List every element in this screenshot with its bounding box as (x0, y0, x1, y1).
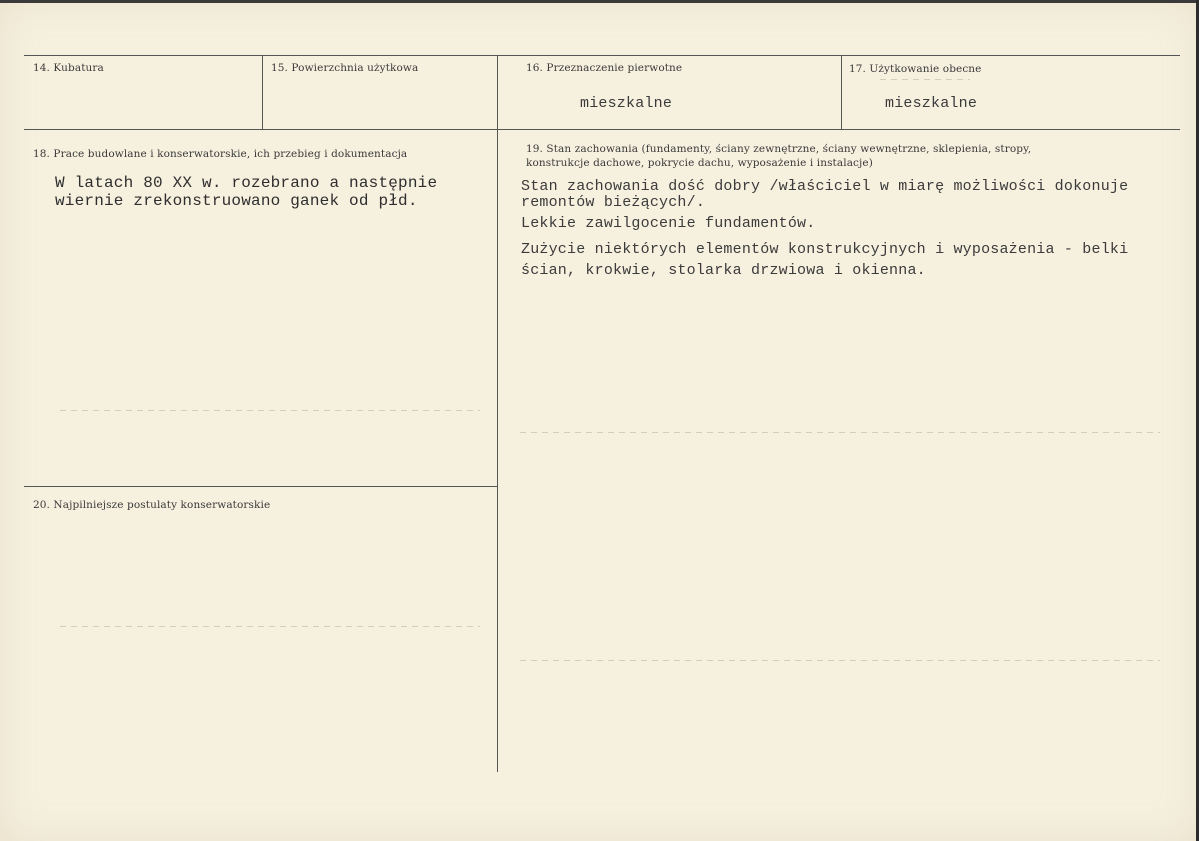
scan-top-edge (0, 0, 1199, 3)
col-divider-14-15 (262, 56, 263, 129)
field-18-label: 18. Prace budowlane i konserwatorskie, ich przebieg i dokumentacja (33, 148, 408, 160)
guide-line (880, 79, 970, 80)
field-19-line-5: ścian, krokwie, stolarka drzwiowa i okienna. (521, 262, 926, 279)
field-16-value: mieszkalne (580, 95, 673, 112)
guide-line (60, 626, 480, 627)
field-15-label: 15. Powierzchnia użytkowa (271, 62, 419, 74)
top-rule (24, 55, 1180, 56)
guide-line (60, 410, 480, 411)
field-16-label: 16. Przeznaczenie pierwotne (526, 62, 683, 74)
field-20-label: 20. Najpilniejsze postulaty konserwatorskie (33, 499, 271, 511)
field-19-line-2: remontów bieżących/. (521, 194, 706, 211)
field-19-line-1: Stan zachowania dość dobry /właściciel w miarę możliwości dokonuje (521, 178, 1129, 195)
field-19-label-line-1: 19. Stan zachowania (fundamenty, ściany zewnętrzne, ściany wewnętrzne, sklepienia, stropy, (526, 143, 1032, 155)
field-19-line-4: Zużycie niektórych elementów konstrukcyjnych i wyposażenia - belki (521, 241, 1129, 258)
field-17-label: 17. Użytkowanie obecne (849, 63, 982, 75)
col-divider-main (497, 56, 498, 772)
field-17-value: mieszkalne (885, 95, 978, 112)
field-18-line-2: wiernie zrekonstruowano ganek od płd. (55, 192, 418, 210)
field-18-line-1: W latach 80 XX w. rozebrano a następnie (55, 174, 438, 192)
field-19-label-line-2: konstrukcje dachowe, pokrycie dachu, wyposażenie i instalacje) (526, 157, 873, 169)
row-divider (24, 129, 1180, 130)
field-14-label: 14. Kubatura (33, 62, 104, 74)
guide-line (520, 432, 1160, 433)
col-divider-16-17 (841, 56, 842, 129)
field-19-line-3: Lekkie zawilgocenie fundamentów. (521, 215, 816, 232)
guide-line (520, 660, 1160, 661)
field-18-20-divider (24, 486, 497, 487)
